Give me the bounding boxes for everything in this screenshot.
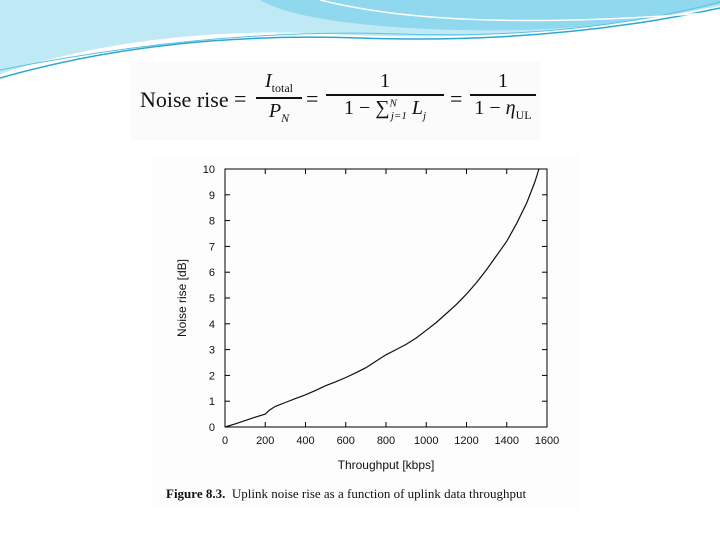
x-tick-label: 200 — [256, 435, 275, 447]
y-tick-label: 8 — [208, 215, 215, 228]
eta-denominator-lead: 1 − — [474, 96, 506, 119]
x-tick-label: 800 — [376, 435, 396, 447]
y-tick-label: 5 — [208, 293, 215, 305]
sum-symbol: ∑ — [375, 96, 390, 119]
x-tick-label: 1600 — [534, 435, 560, 447]
x-tick-label: 0 — [221, 435, 229, 447]
y-tick-label: 4 — [208, 318, 215, 331]
load-factor-symbol: L — [411, 96, 423, 119]
chart-ticks — [203, 164, 559, 447]
figure-caption — [166, 486, 586, 502]
fraction-one-over-eta — [470, 70, 536, 123]
eta-symbol: η — [505, 96, 516, 119]
chart-series — [225, 169, 539, 427]
sum-denominator-lead: 1 − — [343, 96, 376, 119]
y-axis-label: Noise rise [dB] — [175, 258, 189, 338]
formula-equals-1: = — [234, 86, 247, 111]
x-tick-label: 600 — [336, 435, 355, 447]
y-tick-label: 7 — [208, 241, 215, 254]
sum-lower-limit: j=1 — [390, 109, 407, 122]
x-axis-label: Throughput [kbps] — [337, 458, 435, 472]
x-tick-label: 1000 — [414, 435, 439, 447]
y-tick-label: 0 — [208, 422, 215, 434]
pn-subscript: N — [281, 110, 290, 125]
x-tick-label: 1400 — [494, 435, 519, 447]
itotal-subscript: total — [271, 81, 293, 95]
x-tick-label: 400 — [296, 435, 315, 447]
noise-rise-formula — [130, 62, 540, 140]
y-tick-label: 2 — [208, 370, 215, 383]
sum-upper-limit: N — [389, 96, 397, 109]
pn-symbol: P — [268, 99, 282, 122]
noise-rise-chart — [152, 155, 580, 485]
sum-fraction-numerator: 1 — [380, 70, 390, 92]
y-tick-label: 1 — [208, 396, 215, 409]
eta-fraction-numerator: 1 — [498, 70, 508, 92]
fraction-itotal-over-pn — [256, 70, 302, 126]
formula-lhs: Noise rise — [140, 87, 229, 112]
plot-frame — [225, 169, 547, 427]
formula-equals-3: = — [450, 86, 463, 111]
figure-caption-label: Figure 8.3. — [166, 486, 226, 501]
y-tick-label: 9 — [208, 189, 215, 202]
load-factor-subscript: j — [422, 109, 427, 122]
fraction-one-over-sum — [326, 70, 444, 122]
y-tick-label: 3 — [208, 344, 215, 357]
formula-equals-2: = — [306, 86, 319, 111]
y-tick-label: 10 — [202, 164, 215, 176]
figure-panel — [152, 155, 580, 509]
itotal-symbol: I — [265, 70, 272, 92]
chart-axes — [225, 169, 547, 427]
figure-caption-text: Uplink noise rise as a function of uplink data throughput — [231, 486, 527, 501]
x-tick-label: 1200 — [454, 435, 479, 447]
noise-rise-curve — [225, 169, 539, 427]
y-tick-label: 6 — [208, 267, 215, 280]
eta-subscript: UL — [515, 107, 532, 122]
